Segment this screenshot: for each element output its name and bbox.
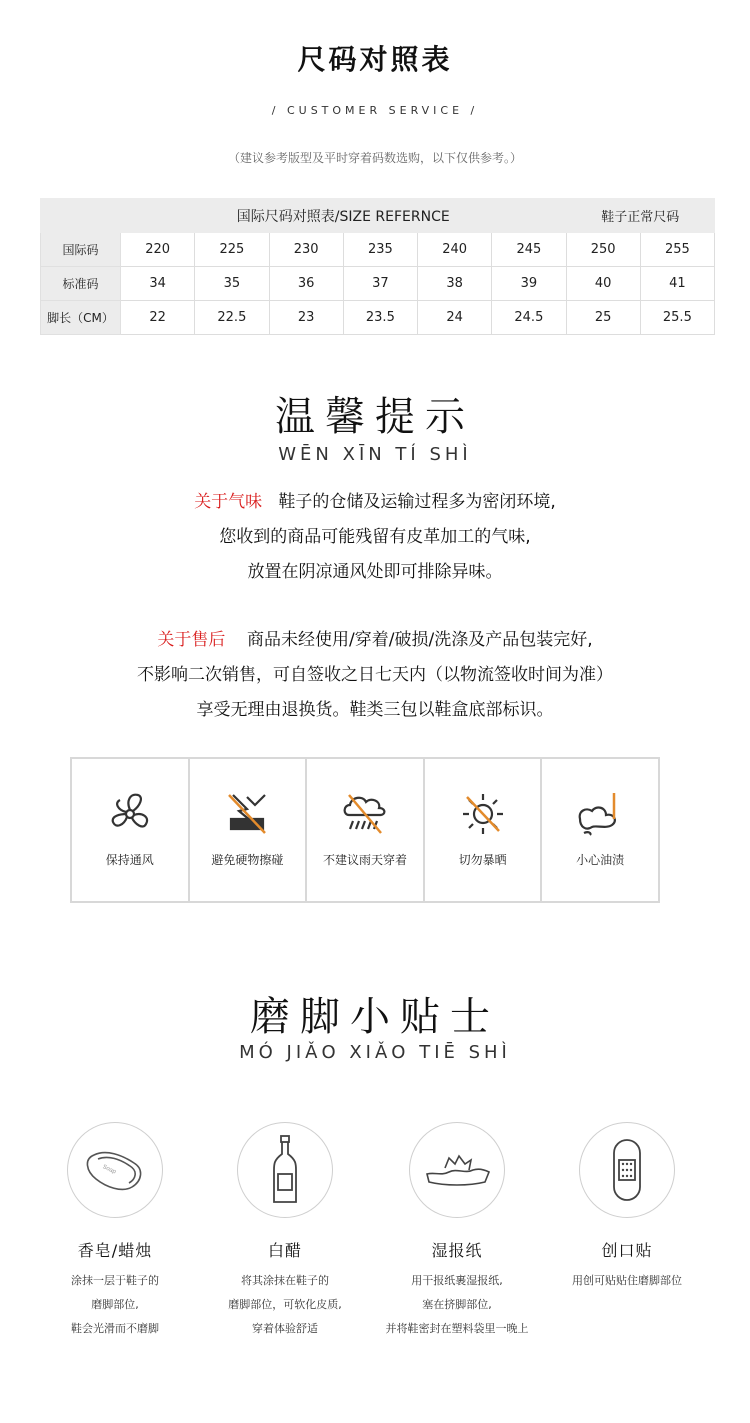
care-label: 避免硬物擦碰 bbox=[211, 853, 284, 867]
tip-circle bbox=[409, 1122, 505, 1218]
odor-line-1 bbox=[0, 484, 750, 520]
tip-description bbox=[542, 1269, 712, 1293]
table-cell: 39 bbox=[492, 267, 566, 301]
anti-blister-title: 磨脚小贴士 bbox=[250, 994, 500, 1040]
tip-name: 创口贴 bbox=[601, 1241, 653, 1260]
tip-name: 香皂/蜡烛 bbox=[77, 1241, 153, 1260]
care-instructions-box bbox=[70, 757, 660, 903]
warm-tips-title: 温馨提示 bbox=[275, 394, 475, 440]
bandage-icon bbox=[610, 1138, 644, 1202]
table-cell: 34 bbox=[121, 267, 195, 301]
table-cell: 24.5 bbox=[492, 301, 566, 335]
tip-desc-line: 用创可贴贴住磨脚部位 bbox=[572, 1274, 682, 1287]
table-cell: 23 bbox=[269, 301, 343, 335]
table-row bbox=[41, 233, 715, 267]
tip-desc-line: 鞋会光滑而不磨脚 bbox=[71, 1322, 159, 1335]
no-rain-icon bbox=[335, 789, 395, 839]
after-sale-line-1 bbox=[0, 622, 750, 658]
odor-label: 关于气味 bbox=[194, 492, 263, 512]
table-cell: 38 bbox=[418, 267, 492, 301]
table-cell: 225 bbox=[195, 233, 269, 267]
table-cell: 22.5 bbox=[195, 301, 269, 335]
tip-desc-line: 磨脚部位, bbox=[91, 1298, 139, 1311]
table-row bbox=[41, 267, 715, 301]
care-item-no-rain bbox=[307, 759, 425, 901]
tip-circle bbox=[237, 1122, 333, 1218]
tip-soap bbox=[30, 1122, 200, 1341]
after-sale-line-2: 不影响二次销售，可自签收之日七天内（以物流签收时间为准） bbox=[137, 665, 613, 685]
anti-blister-pinyin: MÓ JIǍO XIǍO TIĒ SHÌ bbox=[239, 1042, 511, 1063]
size-table bbox=[40, 198, 715, 335]
tip-vinegar bbox=[200, 1122, 370, 1341]
row-label: 国际码 bbox=[41, 233, 121, 267]
odor-line-3: 放置在阴凉通风处即可排除异味。 bbox=[247, 562, 503, 582]
fan-icon bbox=[100, 789, 160, 839]
table-cell: 41 bbox=[640, 267, 714, 301]
care-item-avoid-hard bbox=[190, 759, 308, 901]
table-cell: 35 bbox=[195, 267, 269, 301]
tip-desc-line: 将其涂抹在鞋子的 bbox=[241, 1274, 329, 1287]
table-cell: 25.5 bbox=[640, 301, 714, 335]
tip-newspaper bbox=[372, 1122, 542, 1341]
care-item-ventilate bbox=[72, 759, 190, 901]
care-label: 保持通风 bbox=[105, 853, 154, 867]
tip-desc-line: 磨脚部位，可软化皮质, bbox=[228, 1298, 342, 1311]
wet-newspaper-icon bbox=[421, 1150, 493, 1190]
tip-description bbox=[372, 1269, 542, 1341]
soap-icon bbox=[84, 1147, 146, 1193]
table-cell: 230 bbox=[269, 233, 343, 267]
table-cell: 250 bbox=[566, 233, 640, 267]
page-title: 尺码对照表 bbox=[297, 43, 453, 76]
table-cell: 37 bbox=[343, 267, 417, 301]
after-sale-line-3: 享受无理由退换货。鞋类三包以鞋盒底部标识。 bbox=[196, 700, 554, 720]
after-sale-text-1: 商品未经使用/穿着/破损/洗涤及产品包装完好, bbox=[247, 630, 593, 650]
table-cell: 220 bbox=[121, 233, 195, 267]
warm-tips-pinyin: WĒN XĪN TÍ SHÌ bbox=[278, 444, 472, 465]
no-sun-icon bbox=[453, 789, 513, 839]
odor-text-1: 鞋子的仓储及运输过程多为密闭环境, bbox=[278, 492, 556, 512]
table-cell: 235 bbox=[343, 233, 417, 267]
size-table-header bbox=[41, 199, 715, 233]
vinegar-bottle-icon bbox=[270, 1134, 300, 1206]
table-cell: 23.5 bbox=[343, 301, 417, 335]
subtitle-en: / CUSTOMER SERVICE / bbox=[271, 104, 479, 117]
table-cell: 255 bbox=[640, 233, 714, 267]
care-label: 不建议雨天穿着 bbox=[322, 853, 407, 867]
no-hard-object-icon bbox=[217, 789, 277, 839]
care-item-oil bbox=[542, 759, 658, 901]
tip-desc-line: 用干报纸裹湿报纸, bbox=[411, 1274, 503, 1287]
size-table-title: 国际尺码对照表/SIZE REFERNCE bbox=[121, 199, 567, 233]
table-cell: 40 bbox=[566, 267, 640, 301]
table-cell: 25 bbox=[566, 301, 640, 335]
care-item-no-sun bbox=[425, 759, 543, 901]
tip-name: 湿报纸 bbox=[431, 1241, 483, 1260]
table-cell: 245 bbox=[492, 233, 566, 267]
tip-circle bbox=[67, 1122, 163, 1218]
table-cell: 22 bbox=[121, 301, 195, 335]
tip-bandage bbox=[542, 1122, 712, 1293]
care-label: 切勿暴晒 bbox=[458, 853, 507, 867]
tip-desc-line: 穿着体验舒适 bbox=[252, 1322, 318, 1335]
tip-desc-line: 塞在挤脚部位, bbox=[422, 1298, 492, 1311]
tip-desc-line: 并将鞋密封在塑料袋里一晚上 bbox=[385, 1322, 529, 1335]
size-table-normal-label: 鞋子正常尺码 bbox=[566, 199, 715, 233]
tip-description bbox=[30, 1269, 200, 1341]
table-cell: 240 bbox=[418, 233, 492, 267]
tip-circle bbox=[579, 1122, 675, 1218]
care-label: 小心油渍 bbox=[576, 853, 625, 867]
table-row bbox=[41, 301, 715, 335]
oil-stain-icon bbox=[570, 789, 630, 839]
tip-description bbox=[200, 1269, 370, 1341]
tip-desc-line: 涂抹一层于鞋子的 bbox=[71, 1274, 159, 1287]
row-label: 标准码 bbox=[41, 267, 121, 301]
svg-text:Soap: Soap bbox=[101, 1164, 117, 1176]
table-cell: 24 bbox=[418, 301, 492, 335]
reference-note: （建议参考版型及平时穿着码数选购，以下仅供参考。） bbox=[227, 151, 522, 165]
odor-line-2: 您收到的商品可能残留有皮革加工的气味, bbox=[219, 527, 531, 547]
row-label: 脚长（CM） bbox=[41, 301, 121, 335]
after-sale-label: 关于售后 bbox=[157, 630, 226, 650]
tip-name: 白醋 bbox=[267, 1241, 302, 1260]
table-cell: 36 bbox=[269, 267, 343, 301]
